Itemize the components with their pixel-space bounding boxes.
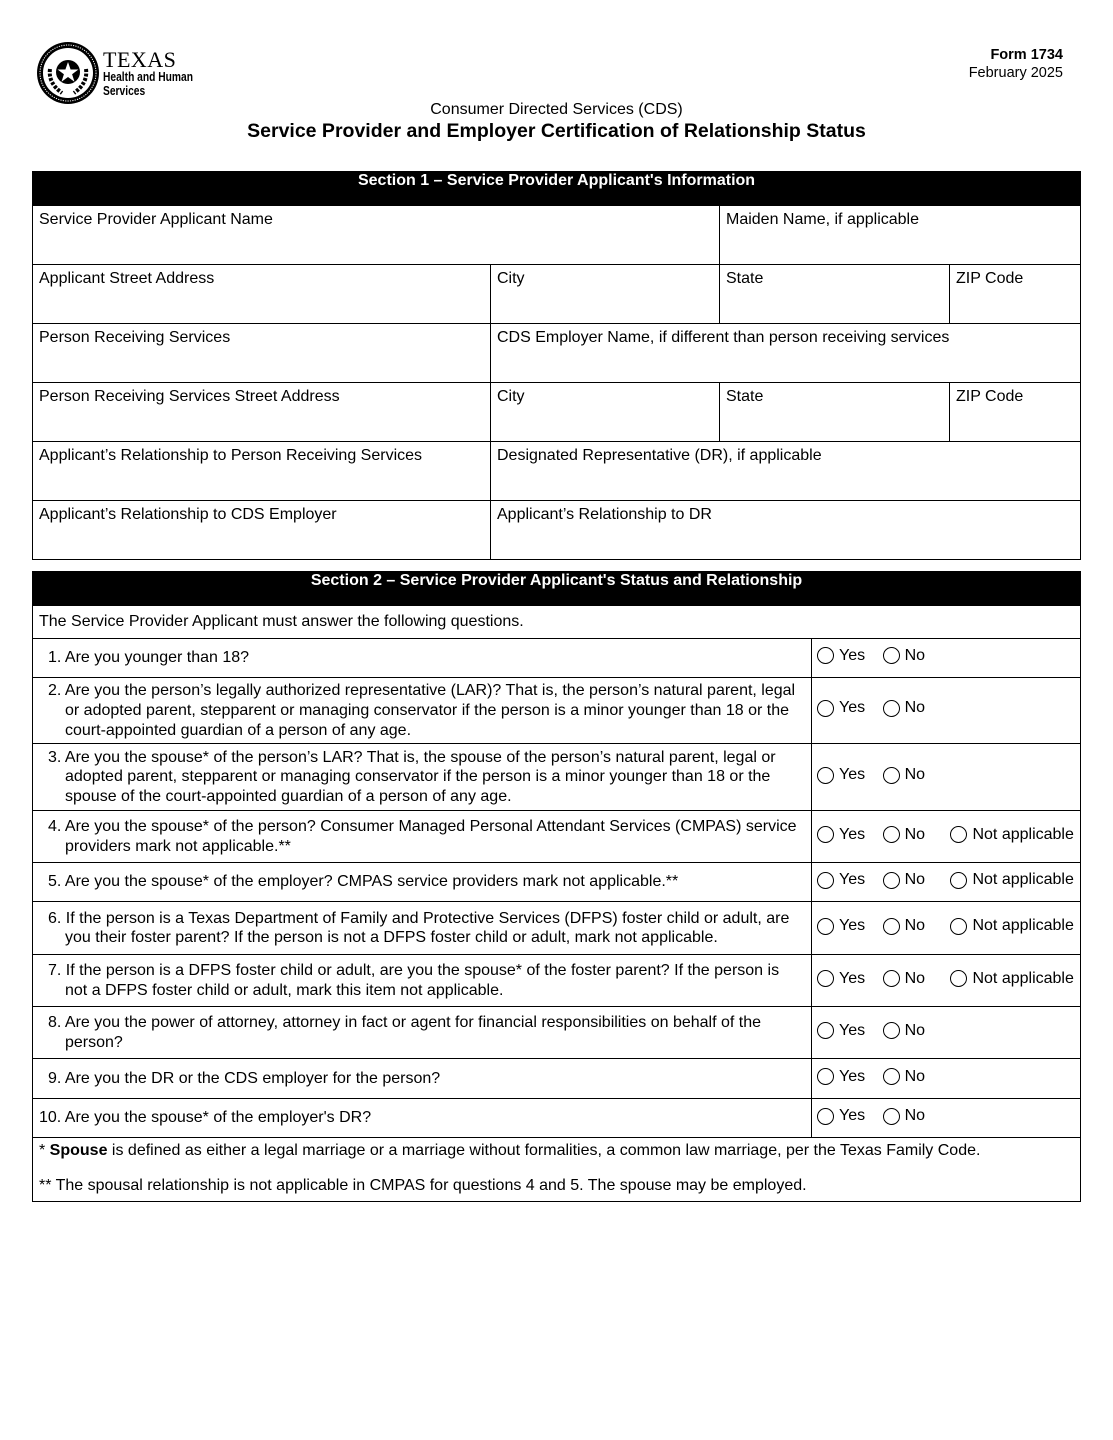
q4-no-radio[interactable]: No — [883, 826, 925, 844]
q3-yes-radio[interactable]: Yes — [817, 766, 865, 784]
radio-circle-icon[interactable] — [883, 826, 900, 843]
radio-circle-icon[interactable] — [950, 826, 967, 843]
q9-yes-radio[interactable]: Yes — [817, 1068, 865, 1086]
radio-circle-icon[interactable] — [883, 1068, 900, 1085]
designated-representative-label: Designated Representative (DR), if applicable — [497, 447, 822, 464]
cds-employer-name-field[interactable] — [491, 324, 1081, 383]
radio-circle-icon[interactable] — [883, 1108, 900, 1125]
radio-circle-icon[interactable] — [817, 1108, 834, 1125]
question-text: 6. If the person is a Texas Department of Family and Protective Services (DFPS) foster child or adult, are you their foster parent? If the person is not a DFPS foster child or adult, mark not applicable. — [48, 909, 790, 947]
q9-no-radio[interactable]: No — [883, 1068, 925, 1086]
question-text: 4. Are you the spouse* of the person? Consumer Managed Personal Attendant Services (CMPAS) service providers mark not applicable.** — [48, 818, 797, 855]
question-row-10 — [33, 1099, 1081, 1138]
q5-yes-radio[interactable]: Yes — [817, 871, 865, 889]
applicant-zip-label: ZIP Code — [956, 270, 1024, 287]
person-zip-label: ZIP Code — [956, 388, 1024, 405]
question-text: 1. Are you younger than 18? — [48, 649, 250, 667]
radio-circle-icon[interactable] — [817, 826, 834, 843]
radio-circle-icon[interactable] — [883, 767, 900, 784]
question-text: 9. Are you the DR or the CDS employer for the person? — [48, 1069, 441, 1087]
radio-circle-icon[interactable] — [950, 970, 967, 987]
relationship-person-label: Applicant’s Relationship to Person Receiving Services — [39, 447, 423, 464]
q10-no-radio[interactable]: No — [883, 1107, 925, 1125]
relationship-dr-label: Applicant’s Relationship to DR — [497, 506, 712, 523]
q3-no-radio[interactable]: No — [883, 766, 925, 784]
hhs-logo — [36, 41, 206, 107]
section2-heading: Section 2 – Service Provider Applicant's Status and Relationship — [33, 572, 1081, 606]
question-row-7 — [33, 955, 1081, 1007]
radio-circle-icon[interactable] — [817, 970, 834, 987]
radio-circle-icon[interactable] — [883, 970, 900, 987]
person-city-field[interactable] — [491, 383, 720, 442]
q6-not-applicable-radio[interactable]: Not applicable — [950, 917, 1073, 935]
texas-seal-icon — [36, 41, 100, 105]
q8-yes-radio[interactable]: Yes — [817, 1022, 865, 1040]
person-receiving-label: Person Receiving Services — [39, 329, 231, 346]
question-row-9 — [33, 1059, 1081, 1099]
person-city-label: City — [497, 388, 525, 405]
person-receiving-field[interactable] — [33, 324, 491, 383]
designated-representative-field[interactable] — [491, 442, 1081, 501]
applicant-city-label: City — [497, 270, 525, 287]
q7-yes-radio[interactable]: Yes — [817, 970, 865, 988]
question-text: 7. If the person is a DFPS foster child or adult, are you the spouse* of the foster parent? If the person is not a DFPS foster child or adult, mark this item not applicable. — [48, 962, 780, 999]
form-title: Service Provider and Employer Certification of Relationship Status — [247, 120, 866, 142]
relationship-employer-field[interactable] — [33, 501, 491, 560]
question-row-3 — [33, 744, 1081, 811]
question-text: 2. Are you the person’s legally authorized representative (LAR)? That is, the person’s natural parent, legal or adopted parent, stepparent or managing conservator if the person is a minor younger than 18 or the court-appointed guardian of a person of any age. — [48, 682, 796, 739]
maiden-name-label: Maiden Name, if applicable — [726, 211, 919, 228]
form-number: Form 1734 — [990, 47, 1063, 63]
applicant-street-field[interactable] — [33, 265, 491, 324]
radio-circle-icon[interactable] — [883, 647, 900, 664]
question-row-2 — [33, 678, 1081, 744]
q7-no-radio[interactable]: No — [883, 970, 925, 988]
question-row-6 — [33, 902, 1081, 955]
applicant-city-field[interactable] — [491, 265, 720, 324]
footnotes — [33, 1138, 1081, 1202]
q5-not-applicable-radio[interactable]: Not applicable — [950, 871, 1073, 889]
logo-hhs-line: Health and Human — [103, 70, 193, 84]
question-text: 10. Are you the spouse* of the employer's DR? — [39, 1109, 372, 1127]
question-text: 8. Are you the power of attorney, attorney in fact or agent for financial responsibilities on behalf of the person? — [48, 1014, 762, 1051]
radio-circle-icon[interactable] — [817, 767, 834, 784]
radio-circle-icon[interactable] — [817, 647, 834, 664]
footnote-spouse: * Spouse is defined as either a legal marriage or a marriage without formalities, a common law marriage, per the Texas Family Code. — [39, 1142, 981, 1160]
q6-no-radio[interactable]: No — [883, 917, 925, 935]
section1-heading: Section 1 – Service Provider Applicant's Information — [33, 172, 1081, 206]
relationship-dr-field[interactable] — [491, 501, 1081, 560]
applicant-zip-field[interactable] — [950, 265, 1081, 324]
q2-yes-radio[interactable]: Yes — [817, 699, 865, 717]
person-state-label: State — [726, 388, 764, 405]
radio-circle-icon[interactable] — [817, 700, 834, 717]
person-zip-field[interactable] — [950, 383, 1081, 442]
radio-circle-icon[interactable] — [950, 918, 967, 935]
q4-not-applicable-radio[interactable]: Not applicable — [950, 826, 1073, 844]
radio-circle-icon[interactable] — [883, 700, 900, 717]
q10-yes-radio[interactable]: Yes — [817, 1107, 865, 1125]
logo-services-line: Services — [103, 84, 146, 98]
q2-no-radio[interactable]: No — [883, 699, 925, 717]
applicant-name-field[interactable] — [33, 206, 720, 265]
radio-circle-icon[interactable] — [883, 872, 900, 889]
question-row-8 — [33, 1007, 1081, 1059]
question-text: 3. Are you the spouse* of the person’s LAR? That is, the spouse of the person’s natural parent, legal or adopted parent, stepparent or managing conservator if the person is a minor younger than 18 or the spouse of the court-appointed guardian of a person of any age. — [48, 748, 776, 806]
applicant-state-label: State — [726, 270, 764, 287]
form-subtitle: Consumer Directed Services (CDS) — [430, 101, 683, 118]
applicant-street-label: Applicant Street Address — [39, 270, 215, 287]
q4-yes-radio[interactable]: Yes — [817, 826, 865, 844]
q6-yes-radio[interactable]: Yes — [817, 917, 865, 935]
question-row-5 — [33, 863, 1081, 902]
question-row-4 — [33, 811, 1081, 863]
relationship-employer-label: Applicant’s Relationship to CDS Employer — [39, 506, 337, 523]
person-street-field[interactable] — [33, 383, 491, 442]
radio-circle-icon[interactable] — [817, 918, 834, 935]
section2-table — [32, 571, 1081, 1202]
question-text: 5. Are you the spouse* of the employer? CMPAS service providers mark not applicable.** — [48, 873, 679, 891]
section2-intro: The Service Provider Applicant must answer the following questions. — [33, 606, 1081, 639]
radio-circle-icon[interactable] — [883, 1022, 900, 1039]
q1-yes-radio[interactable]: Yes — [817, 647, 865, 665]
relationship-person-field[interactable] — [33, 442, 491, 501]
radio-circle-icon[interactable] — [950, 872, 967, 889]
q1-no-radio[interactable]: No — [883, 647, 925, 665]
question-row-1 — [33, 639, 1081, 678]
form-identifier — [969, 46, 1063, 82]
logo-texas: TEXAS — [103, 47, 177, 72]
maiden-name-field[interactable] — [720, 206, 1081, 265]
q7-not-applicable-radio[interactable]: Not applicable — [950, 970, 1073, 988]
radio-circle-icon[interactable] — [817, 1068, 834, 1085]
applicant-state-field[interactable] — [720, 265, 950, 324]
radio-circle-icon[interactable] — [817, 1022, 834, 1039]
footnote-cmpas: ** The spousal relationship is not applicable in CMPAS for questions 4 and 5. The spouse may be employed. — [39, 1177, 807, 1195]
q5-no-radio[interactable]: No — [883, 871, 925, 889]
radio-circle-icon[interactable] — [817, 872, 834, 889]
person-street-label: Person Receiving Services Street Address — [39, 388, 340, 405]
q8-no-radio[interactable]: No — [883, 1022, 925, 1040]
section1-table — [32, 171, 1081, 560]
person-state-field[interactable] — [720, 383, 950, 442]
cds-employer-name-label: CDS Employer Name, if different than person receiving services — [497, 329, 950, 346]
form-date: February 2025 — [968, 65, 1063, 81]
radio-circle-icon[interactable] — [883, 918, 900, 935]
applicant-name-label: Service Provider Applicant Name — [39, 211, 273, 228]
